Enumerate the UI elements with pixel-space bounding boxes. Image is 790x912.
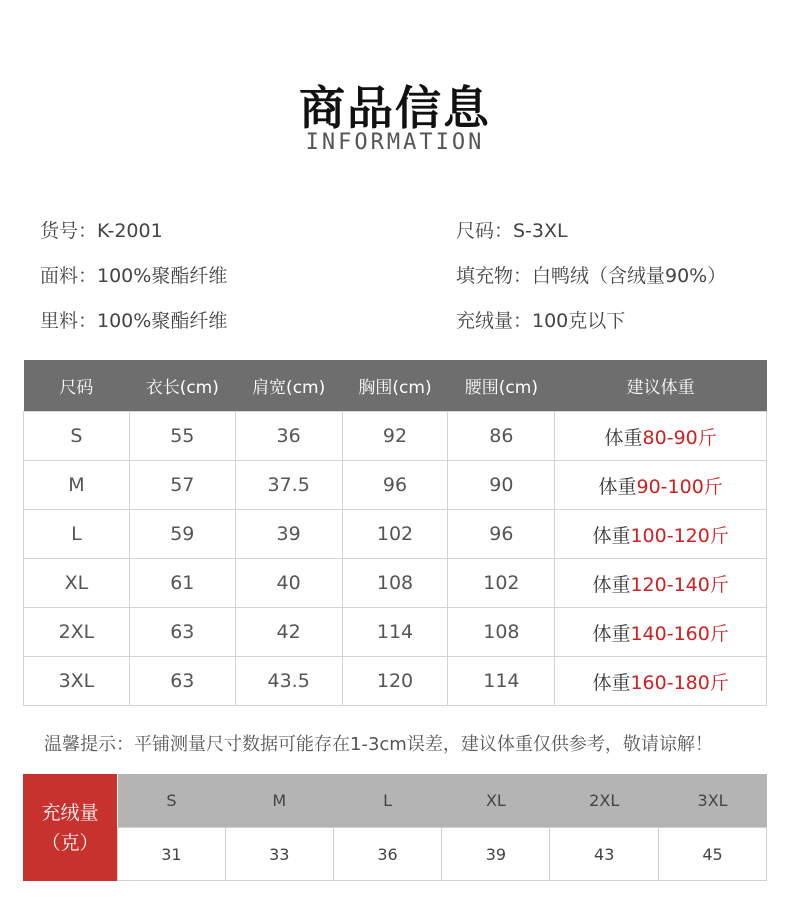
size-table xyxy=(23,360,767,706)
table-row xyxy=(24,412,767,461)
cell-length: 57 xyxy=(129,461,235,510)
weight-range: 160-180斤 xyxy=(630,671,729,694)
down-value: 39 xyxy=(442,828,550,881)
info-fabric: 面料：100%聚酯纤维 xyxy=(40,265,228,287)
weight-prefix: 体重 xyxy=(604,426,643,449)
weight-prefix: 体重 xyxy=(598,475,637,498)
cell-length: 55 xyxy=(129,412,235,461)
cell-chest: 102 xyxy=(342,510,448,559)
down-value: 31 xyxy=(118,828,226,881)
measurement-tip: 温馨提示：平铺测量尺寸数据可能存在1-3cm误差，建议体重仅供参考，敬请谅解！ xyxy=(44,734,713,755)
cell-shoulder: 42 xyxy=(235,608,342,657)
cell-weight xyxy=(555,608,767,657)
down-header-size: 2XL xyxy=(550,774,659,828)
cell-length: 63 xyxy=(129,608,235,657)
table-row xyxy=(24,510,767,559)
down-label-line2: （克） xyxy=(41,831,99,854)
cell-chest: 96 xyxy=(342,461,448,510)
cell-shoulder: 36 xyxy=(235,412,342,461)
cell-waist: 90 xyxy=(448,461,555,510)
cell-shoulder: 43.5 xyxy=(235,657,342,706)
info-item-no: 货号：K-2001 xyxy=(40,220,163,242)
weight-prefix: 体重 xyxy=(592,573,631,596)
weight-range: 100-120斤 xyxy=(630,524,729,547)
cell-size: XL xyxy=(24,559,130,608)
info-down-amount: 充绒量：100克以下 xyxy=(456,310,626,332)
cell-chest: 120 xyxy=(342,657,448,706)
cell-waist: 114 xyxy=(448,657,555,706)
cell-length: 61 xyxy=(129,559,235,608)
weight-prefix: 体重 xyxy=(592,671,631,694)
cell-shoulder: 37.5 xyxy=(235,461,342,510)
cell-length: 63 xyxy=(129,657,235,706)
down-header-size: L xyxy=(333,774,442,828)
table-row xyxy=(24,559,767,608)
info-filling: 填充物：白鸭绒（含绒量90%） xyxy=(456,265,727,287)
header-size: 尺码 xyxy=(24,360,130,412)
header-shoulder: 肩宽(cm) xyxy=(235,360,342,412)
down-table-row xyxy=(118,828,767,881)
cell-chest: 108 xyxy=(342,559,448,608)
weight-range: 90-100斤 xyxy=(636,475,723,498)
table-row xyxy=(24,461,767,510)
cell-size: S xyxy=(24,412,130,461)
page-subtitle: INFORMATION xyxy=(305,130,485,155)
header-waist: 腰围(cm) xyxy=(448,360,555,412)
cell-shoulder: 40 xyxy=(235,559,342,608)
cell-chest: 92 xyxy=(342,412,448,461)
cell-waist: 86 xyxy=(448,412,555,461)
cell-length: 59 xyxy=(129,510,235,559)
cell-size: L xyxy=(24,510,130,559)
down-value: 45 xyxy=(659,828,767,881)
weight-prefix: 体重 xyxy=(592,524,631,547)
cell-weight xyxy=(555,461,767,510)
cell-weight xyxy=(555,412,767,461)
header-length: 衣长(cm) xyxy=(129,360,235,412)
down-amount-label xyxy=(23,774,117,881)
cell-size: 2XL xyxy=(24,608,130,657)
down-header-size: 3XL xyxy=(659,774,767,828)
cell-size: M xyxy=(24,461,130,510)
header-chest: 胸围(cm) xyxy=(342,360,448,412)
weight-range: 140-160斤 xyxy=(630,622,729,645)
cell-waist: 108 xyxy=(448,608,555,657)
info-lining: 里料：100%聚酯纤维 xyxy=(40,310,228,332)
down-header-size: M xyxy=(225,774,333,828)
down-value: 43 xyxy=(550,828,659,881)
weight-range: 120-140斤 xyxy=(630,573,729,596)
cell-waist: 96 xyxy=(448,510,555,559)
down-value: 36 xyxy=(333,828,442,881)
cell-weight xyxy=(555,559,767,608)
down-table-header xyxy=(118,774,767,828)
info-size-range: 尺码：S-3XL xyxy=(456,220,568,242)
page-title: 商品信息 xyxy=(299,81,491,135)
size-table-header xyxy=(24,360,767,412)
down-header-size: XL xyxy=(442,774,550,828)
weight-prefix: 体重 xyxy=(592,622,631,645)
table-row xyxy=(24,657,767,706)
cell-weight xyxy=(555,510,767,559)
cell-size: 3XL xyxy=(24,657,130,706)
cell-chest: 114 xyxy=(342,608,448,657)
down-label-line1: 充绒量 xyxy=(41,801,99,824)
cell-waist: 102 xyxy=(448,559,555,608)
cell-shoulder: 39 xyxy=(235,510,342,559)
header-weight: 建议体重 xyxy=(555,360,767,412)
cell-weight xyxy=(555,657,767,706)
table-row xyxy=(24,608,767,657)
weight-range: 80-90斤 xyxy=(642,426,717,449)
down-header-size: S xyxy=(118,774,226,828)
down-amount-table xyxy=(117,774,767,881)
down-value: 33 xyxy=(225,828,333,881)
